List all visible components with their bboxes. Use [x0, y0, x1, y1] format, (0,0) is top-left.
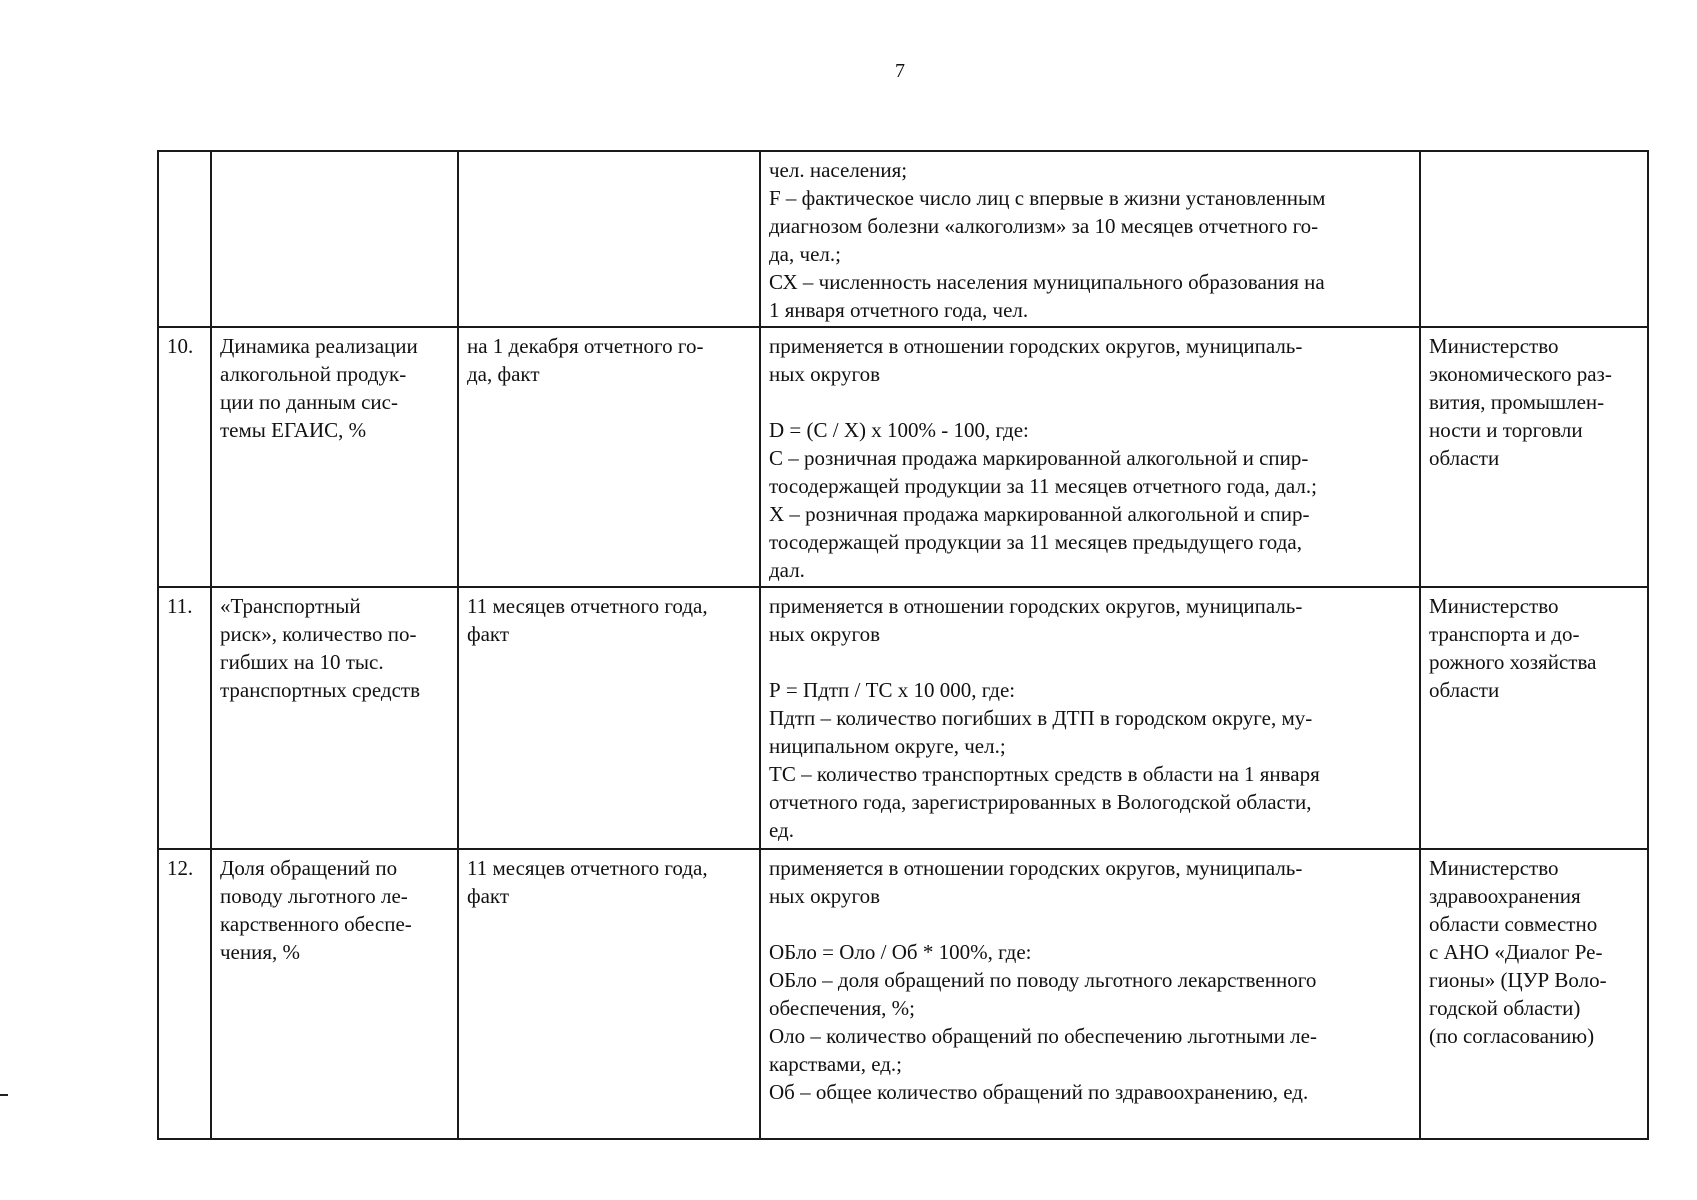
text-line: с АНО «Диалог Ре- [1429, 940, 1603, 964]
text-line: Пдтп – количество погибших в ДТП в городском округе, му- [769, 706, 1313, 730]
text-line: ТС – количество транспортных средств в области на 1 января [769, 762, 1320, 786]
text-line: (по согласованию) [1429, 1024, 1595, 1048]
calculation-method-cell [760, 151, 1420, 327]
table-row [158, 587, 1648, 849]
text-line: карствами, ед.; [769, 1052, 903, 1076]
table-row [158, 151, 1648, 327]
indicator-name-cell [211, 327, 458, 587]
text-line: факт [467, 622, 510, 646]
text-line: ниципальном округе, чел.; [769, 734, 1006, 758]
indicator-name-cell [211, 849, 458, 1139]
text-line: Динамика реализации [220, 334, 418, 358]
calculation-method-cell [760, 849, 1420, 1139]
text-line: ОБло – доля обращений по поводу льготного лекарственного [769, 968, 1317, 992]
text-line: ных округов [769, 622, 881, 646]
indicators-table [157, 150, 1649, 1140]
text-line: транспортных средств [220, 678, 421, 702]
reporting-period-cell [458, 587, 760, 849]
text-line: карственного обеспе- [220, 912, 412, 936]
text-line: области совместно [1429, 912, 1598, 936]
text-line: «Транспортный [220, 594, 361, 618]
text-line: Министерство [1429, 594, 1559, 618]
text-line: чел. населения; [769, 158, 908, 182]
calculation-method-cell [760, 587, 1420, 849]
text-line: диагнозом болезни «алкоголизм» за 10 месяцев отчетного го- [769, 214, 1319, 238]
blank-line [769, 648, 1413, 676]
text-line: рожного хозяйства [1429, 650, 1597, 674]
text-line: СХ – численность населения муниципального образования на [769, 270, 1325, 294]
text-line: области [1429, 446, 1500, 470]
text-line: применяется в отношении городских округов, муниципаль- [769, 334, 1303, 358]
reporting-period-cell [458, 151, 760, 327]
text-line: здравоохранения [1429, 884, 1581, 908]
text-line: да, факт [467, 362, 540, 386]
reporting-period-cell [458, 327, 760, 587]
text-line: применяется в отношении городских округов, муниципаль- [769, 594, 1303, 618]
text-line: риск», количество по- [220, 622, 417, 646]
text-line: дал. [769, 558, 805, 582]
indicator-number-cell: 11. [158, 587, 211, 849]
text-line: гибших на 10 тыс. [220, 650, 384, 674]
text-line: Оло – количество обращений по обеспечению льготными ле- [769, 1024, 1317, 1048]
text-line: ед. [769, 818, 794, 842]
text-line: ции по данным сис- [220, 390, 398, 414]
responsible-body-cell [1420, 849, 1648, 1139]
text-line: 1 января отчетного года, чел. [769, 298, 1029, 322]
text-line: отчетного года, зарегистрированных в Вологодской области, [769, 790, 1312, 814]
indicator-number-cell: 12. [158, 849, 211, 1139]
text-line: Р = Пдтп / ТС х 10 000, где: [769, 678, 1016, 702]
table-row [158, 327, 1648, 587]
margin-mark [0, 1094, 8, 1096]
text-line: 11 месяцев отчетного года, [467, 856, 708, 880]
text-line: вития, промышлен- [1429, 390, 1605, 414]
indicator-name-cell [211, 587, 458, 849]
text-line: Министерство [1429, 334, 1559, 358]
text-line: Х – розничная продажа маркированной алкогольной и спир- [769, 502, 1310, 526]
blank-line [769, 388, 1413, 416]
indicator-number-cell: 10. [158, 327, 211, 587]
text-line: тосодержащей продукции за 11 месяцев предыдущего года, [769, 530, 1302, 554]
text-line: 11 месяцев отчетного года, [467, 594, 708, 618]
calculation-method-cell [760, 327, 1420, 587]
text-line: области [1429, 678, 1500, 702]
text-line: на 1 декабря отчетного го- [467, 334, 704, 358]
text-line: ных округов [769, 362, 881, 386]
text-line: транспорта и до- [1429, 622, 1580, 646]
text-line: ности и торговли [1429, 418, 1583, 442]
text-line: факт [467, 884, 510, 908]
text-line: Доля обращений по [220, 856, 398, 880]
text-line: F – фактическое число лиц с впервые в жизни установленным [769, 186, 1326, 210]
text-line: ОБло = Оло / Об * 100%, где: [769, 940, 1032, 964]
text-line: да, чел.; [769, 242, 841, 266]
text-line: алкогольной продук- [220, 362, 407, 386]
text-line: чения, % [220, 940, 301, 964]
text-line: D = (C / X) x 100% - 100, где: [769, 418, 1029, 442]
text-line: темы ЕГАИС, % [220, 418, 367, 442]
text-line: С – розничная продажа маркированной алкогольной и спир- [769, 446, 1309, 470]
responsible-body-cell [1420, 587, 1648, 849]
text-line: экономического раз- [1429, 362, 1612, 386]
text-line: поводу льготного ле- [220, 884, 408, 908]
text-line: гионы» (ЦУР Воло- [1429, 968, 1607, 992]
reporting-period-cell [458, 849, 760, 1139]
text-line: Министерство [1429, 856, 1559, 880]
responsible-body-cell [1420, 151, 1648, 327]
blank-line [769, 910, 1413, 938]
responsible-body-cell [1420, 327, 1648, 587]
text-line: тосодержащей продукции за 11 месяцев отчетного года, дал.; [769, 474, 1317, 498]
text-line: ных округов [769, 884, 881, 908]
indicator-name-cell [211, 151, 458, 327]
indicator-number-cell [158, 151, 211, 327]
table-body [158, 151, 1648, 1139]
text-line: обеспечения, %; [769, 996, 915, 1020]
table-row [158, 849, 1648, 1139]
text-line: применяется в отношении городских округов, муниципаль- [769, 856, 1303, 880]
text-line: годской области) [1429, 996, 1581, 1020]
page-number: 7 [895, 60, 905, 82]
text-line: Об – общее количество обращений по здравоохранению, ед. [769, 1080, 1309, 1104]
